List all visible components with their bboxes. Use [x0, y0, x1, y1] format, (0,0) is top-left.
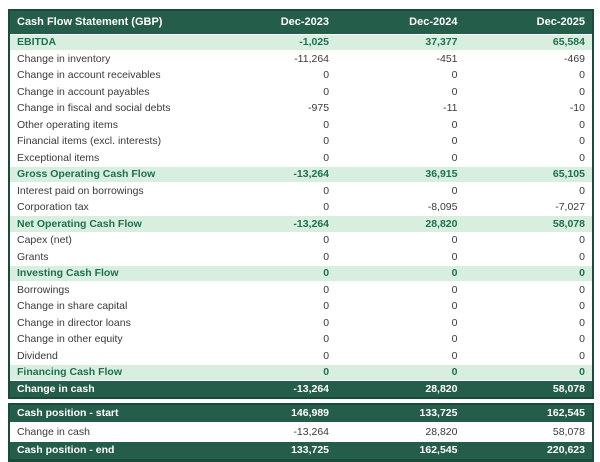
row-value: -13,264	[208, 423, 336, 442]
row-value: 0	[336, 348, 464, 365]
table-row	[9, 216, 593, 233]
table-row	[9, 282, 593, 299]
cash-flow-table-main	[8, 9, 594, 399]
col-header-dec-2025: Dec-2025	[465, 10, 594, 34]
row-value: 0	[465, 150, 594, 167]
row-value: 146,989	[208, 404, 336, 423]
row-value: 0	[208, 249, 336, 266]
table-row	[9, 199, 593, 216]
row-label: Gross Operating Cash Flow	[9, 166, 208, 183]
table-row	[9, 84, 593, 101]
table-row	[9, 133, 593, 150]
row-value: -10	[465, 100, 594, 117]
row-label: Other operating items	[9, 117, 208, 134]
col-header-dec-2023: Dec-2023	[208, 10, 336, 34]
row-value: 0	[208, 282, 336, 299]
row-value: -13,264	[208, 216, 336, 233]
row-label: Change in account payables	[9, 84, 208, 101]
row-value: 58,078	[465, 381, 594, 398]
table-row	[9, 100, 593, 117]
table-row	[9, 67, 593, 84]
table-row	[9, 232, 593, 249]
row-value: -8,095	[336, 199, 464, 216]
row-value: 0	[208, 265, 336, 282]
row-label: Change in other equity	[9, 331, 208, 348]
row-value: 0	[336, 331, 464, 348]
row-value: 58,078	[465, 216, 594, 233]
row-value: -1,025	[208, 34, 336, 51]
cash-flow-statement	[8, 9, 594, 462]
row-label: Change in fiscal and social debts	[9, 100, 208, 117]
table-row	[9, 315, 593, 332]
row-label: Capex (net)	[9, 232, 208, 249]
row-value: 0	[465, 265, 594, 282]
row-value: 0	[465, 67, 594, 84]
table-header-row	[9, 10, 593, 34]
table-row	[9, 298, 593, 315]
row-value: -7,027	[465, 199, 594, 216]
row-label: Exceptional items	[9, 150, 208, 167]
row-value: 0	[336, 282, 464, 299]
row-label: Change in account receivables	[9, 67, 208, 84]
row-label: Dividend	[9, 348, 208, 365]
row-value: 0	[336, 249, 464, 266]
row-value: 0	[208, 348, 336, 365]
row-value: -469	[465, 51, 594, 68]
row-value: 0	[208, 331, 336, 348]
row-value: 0	[336, 232, 464, 249]
row-label: Financial items (excl. interests)	[9, 133, 208, 150]
row-value: -13,264	[208, 381, 336, 398]
row-label: Borrowings	[9, 282, 208, 299]
row-value: 0	[465, 348, 594, 365]
row-value: 0	[208, 298, 336, 315]
row-value: 0	[208, 117, 336, 134]
table-row	[9, 364, 593, 381]
row-value: 220,623	[465, 441, 594, 461]
row-value: 28,820	[336, 381, 464, 398]
row-label: Corporation tax	[9, 199, 208, 216]
row-label: Investing Cash Flow	[9, 265, 208, 282]
row-label: Grants	[9, 249, 208, 266]
row-value: -11,264	[208, 51, 336, 68]
table-row	[9, 348, 593, 365]
row-label: Cash position - start	[9, 404, 208, 423]
table-row	[9, 34, 593, 51]
row-value: 0	[336, 133, 464, 150]
row-label: EBITDA	[9, 34, 208, 51]
row-value: 0	[208, 133, 336, 150]
row-value: 0	[208, 67, 336, 84]
row-value: -13,264	[208, 166, 336, 183]
row-label: Cash position - end	[9, 441, 208, 461]
row-label: Change in share capital	[9, 298, 208, 315]
row-value: 0	[465, 282, 594, 299]
row-value: 0	[465, 331, 594, 348]
row-value: 36,915	[336, 166, 464, 183]
row-label: Change in cash	[9, 381, 208, 398]
row-value: 0	[465, 249, 594, 266]
row-value: 28,820	[336, 216, 464, 233]
row-label: Change in director loans	[9, 315, 208, 332]
row-value: 133,725	[208, 441, 336, 461]
row-value: 0	[336, 298, 464, 315]
row-value: 0	[208, 183, 336, 200]
row-value: 0	[336, 315, 464, 332]
row-value: 37,377	[336, 34, 464, 51]
row-value: 0	[336, 183, 464, 200]
row-value: 0	[465, 232, 594, 249]
row-value: 0	[208, 232, 336, 249]
row-value: 0	[208, 315, 336, 332]
row-value: 65,105	[465, 166, 594, 183]
table-row	[9, 166, 593, 183]
row-value: 0	[465, 298, 594, 315]
cash-flow-table-summary	[8, 403, 594, 462]
row-value: -11	[336, 100, 464, 117]
table-row	[9, 381, 593, 398]
row-value: 0	[208, 199, 336, 216]
row-value: 162,545	[465, 404, 594, 423]
table-row	[9, 265, 593, 282]
row-label: Change in cash	[9, 423, 208, 442]
row-value: 0	[465, 183, 594, 200]
row-value: 0	[336, 364, 464, 381]
row-value: 0	[336, 67, 464, 84]
row-value: 65,584	[465, 34, 594, 51]
row-label: Net Operating Cash Flow	[9, 216, 208, 233]
row-label: Financing Cash Flow	[9, 364, 208, 381]
row-value: 162,545	[336, 441, 464, 461]
row-value: 0	[208, 150, 336, 167]
table-row	[9, 423, 593, 442]
row-value: 0	[465, 133, 594, 150]
table-row	[9, 404, 593, 423]
row-label: Interest paid on borrowings	[9, 183, 208, 200]
table-row	[9, 183, 593, 200]
row-value: 0	[336, 265, 464, 282]
table-row	[9, 331, 593, 348]
table-title: Cash Flow Statement (GBP)	[9, 10, 208, 34]
row-value: 0	[465, 117, 594, 134]
table-row	[9, 249, 593, 266]
row-value: -451	[336, 51, 464, 68]
table-row	[9, 150, 593, 167]
row-value: -975	[208, 100, 336, 117]
table-row	[9, 441, 593, 461]
row-value: 0	[208, 364, 336, 381]
row-value: 0	[465, 315, 594, 332]
row-value: 58,078	[465, 423, 594, 442]
row-value: 0	[465, 84, 594, 101]
table-row	[9, 117, 593, 134]
row-value: 28,820	[336, 423, 464, 442]
col-header-dec-2024: Dec-2024	[336, 10, 464, 34]
row-value: 0	[465, 364, 594, 381]
row-label: Change in inventory	[9, 51, 208, 68]
row-value: 0	[336, 117, 464, 134]
table-row	[9, 51, 593, 68]
row-value: 0	[208, 84, 336, 101]
row-value: 133,725	[336, 404, 464, 423]
row-value: 0	[336, 84, 464, 101]
row-value: 0	[336, 150, 464, 167]
